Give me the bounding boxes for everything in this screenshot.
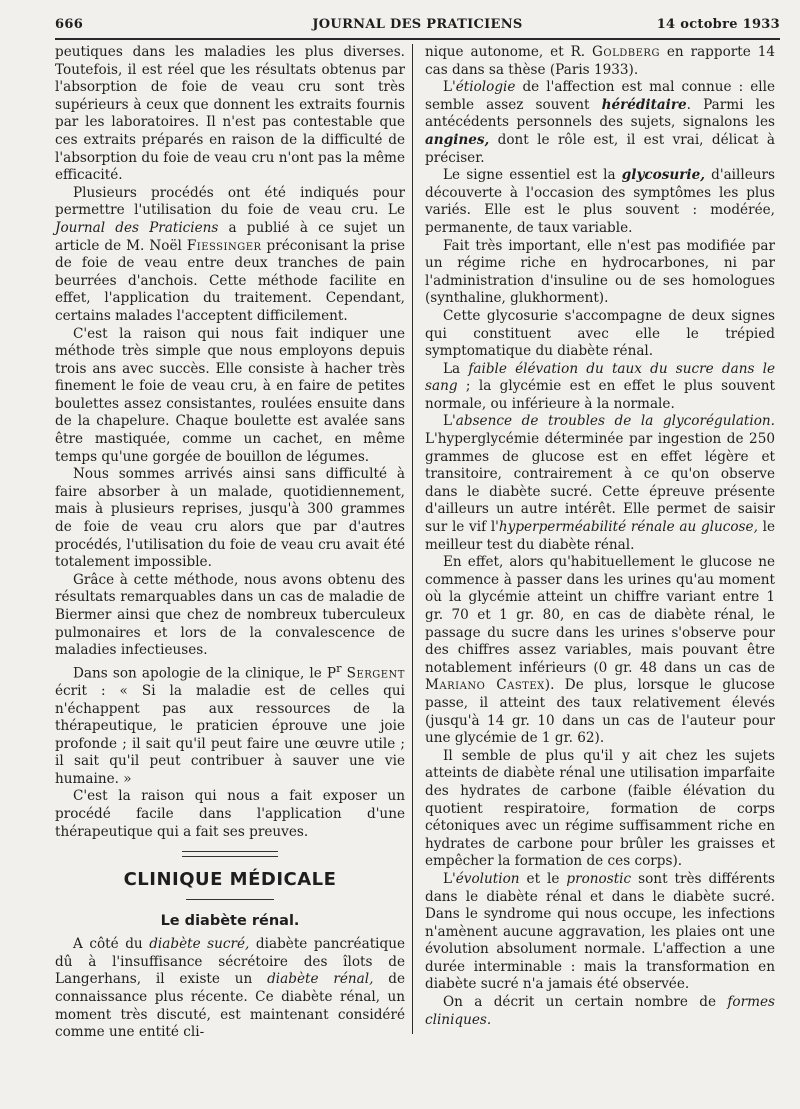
author-name: Mariano Castex xyxy=(425,677,545,694)
section-divider xyxy=(182,851,278,857)
paragraph: peutiques dans les maladies les plus diverses. Toutefois, il est réel que les résultats obtenus par l'absorption de foie de veau cru sont très supérieurs à ceux que donnent les extraits fournis par les laboratoires. Il n'est pas contestable que ces extraits préparés en raison de la difficulté de l'absorption du foie de veau cru n'ont pas la même efficacité. xyxy=(55,44,405,184)
paragraph: Fait très important, elle n'est pas modifiée par un régime riche en hydrocarbones, ni par l'administration d'insuline ou de ses homologues (synthaline, glukhorment). xyxy=(425,237,775,307)
paragraph: C'est la raison qui nous fait indiquer une méthode très simple que nous employons depuis trois ans avec succès. Elle consiste à hacher très finement le foie de veau cru, à en faire de petites boulettes assez consistantes, roulées ensuite dans de la chapelure. Chaque boulette est avalée sans être mastiquée, comme un cachet, en même temps qu'une gorgée de bouillon de légumes. xyxy=(55,325,405,465)
paragraph: C'est la raison qui nous a fait exposer un procédé facile dans l'application d'une thérapeutique qui a fait ses preuves. xyxy=(55,788,405,840)
paragraph: L'étiologie de l'affection est mal connue : elle semble assez souvent héréditaire. Parmi les antécédents personnels des sujets, signalons les angines, dont le rôle est, il est vrai, délicat à préciser. xyxy=(425,79,775,166)
paragraph: nique autonome, et R. Goldberg en rapporte 14 cas dans sa thèse (Paris 1933). xyxy=(425,44,775,78)
author-name: Goldberg xyxy=(592,44,660,60)
paragraph: Le signe essentiel est la glycosurie, d'ailleurs découverte à l'occasion des symptômes les plus variés. Elle est le plus souvent : modérée, permanente, de taux variable. xyxy=(425,167,776,236)
author-name: Sergent xyxy=(346,665,405,682)
header-rule xyxy=(55,38,780,40)
title-underline xyxy=(186,899,274,900)
paragraph: A côté du diabète sucré, diabète pancréatique dû à l'insuffisance sécrétoire des îlots de Langerhans, il existe un diabète rénal, de connaissance plus récente. Ce diabète rénal, un moment très discuté, est maintenant considéré comme une entité cli- xyxy=(55,936,406,1041)
page-number: 666 xyxy=(55,17,84,32)
journal-title: JOURNAL DES PRATICIENS xyxy=(312,17,523,32)
paragraph: Cette glycosurie s'accompagne de deux signes qui constituent avec elle le trépied symptomatique du diabète rénal. xyxy=(425,307,775,360)
paragraph: En effet, alors qu'habituellement le glucose ne commence à passer dans les urines qu'au moment où la glycémie atteint un chiffre variant entre 1 gr. 70 et 1 gr. 80, en cas de diabète rénal, le passage du sucre dans les urines s'observe pour des chiffres assez variables, mais pouvant être notablement inférieurs (0 gr. 48 dans un cas de Mariano Castex). De plus, lorsque le glucose passe, il atteint des taux relativement élevés (jusqu'à 14 gr. 10 dans un cas de l'auteur pour une glycémie de 1 gr. 62). xyxy=(425,554,775,747)
running-header xyxy=(55,17,780,37)
paragraph: L'évolution et le pronostic sont très différents dans le diabète rénal et dans le diabète sucré. Dans le syndrome qui nous occupe, les infections n'amènent aucune aggravation, les plaies ont une évolution absolument normale. L'affection a une durée interminable : mais la transformation en diabète sucré n'a jamais été observée. xyxy=(425,870,775,993)
section-title: CLINIQUE MÉDICALE xyxy=(123,869,337,891)
issue-date: 14 octobre 1933 xyxy=(656,17,780,32)
paragraph: Il semble de plus qu'il y ait chez les sujets atteints de diabète rénal une utilisation imparfaite des hydrates de carbone (faible élévation du quotient respiratoire, formation de corps cétoniques avec un régime suffisamment riche en hydrates de carbone pour brûler les graisses et empêcher la formation de ces corps). xyxy=(425,747,775,870)
left-column xyxy=(55,44,405,1042)
paragraph: La faible élévation du taux du sucre dans le sang ; la glycémie est en effet le plus souvent normale, ou inférieure à la normale. xyxy=(425,360,776,412)
journal-reference: Journal des Praticiens xyxy=(55,219,219,236)
article-title: Le diabète rénal. xyxy=(160,913,300,930)
right-column xyxy=(425,44,775,1029)
paragraph: Nous sommes arrivés ainsi sans difficulté à faire absorber à un malade, quotidiennement, mais à plusieurs reprises, jusqu'à 300 grammes de foie de veau cru alors que par d'autres procédés, l'utilisation du foie de veau cru avait été totalement impossible. xyxy=(55,466,405,571)
paragraph: Grâce à cette méthode, nous avons obtenu des résultats remarquables dans un cas de maladie de Biermer ainsi que chez de nombreux tuberculeux pulmonaires et lors de la convalescence de maladies infectieuses. xyxy=(55,571,405,659)
column-divider xyxy=(412,44,413,1034)
paragraph: Dans son apologie de la clinique, le $P^r$ Sergent écrit : « Si la maladie est de celles qui n'échappent pas aux ressources de la thérapeutique, le praticien éprouve une joie profonde ; il sait qu'il peut faire une œuvre utile ; il sait qu'il peut contribuer à sauver une vie humaine. » xyxy=(55,660,405,787)
paragraph: L'absence de troubles de la glycorégulation. L'hyperglycémie déterminée par ingestion de 250 grammes de glucose est en effet légère et transitoire, contrairement à ce qu'on observe dans le diabète sucré. Cette épreuve présente d'ailleurs un autre intérêt. Elle permet de saisir sur le vif l'hyperperméabilité rénale au glucose, le meilleur test du diabète rénal. xyxy=(425,413,775,553)
paragraph: On a décrit un certain nombre de formes cliniques. xyxy=(425,994,775,1028)
author-name: Fiessinger xyxy=(186,237,262,254)
paragraph: Plusieurs procédés ont été indiqués pour permettre l'utilisation du foie de veau cru. Le Journal des Praticiens a publié à ce sujet un article de M. Noël Fiessinger préconisant la prise de foie de veau entre deux tranches de pain beurrées d'anchois. Cette méthode facilite en effet, l'application du traitement. Cependant, certains malades l'acceptent difficilement. xyxy=(55,184,405,324)
